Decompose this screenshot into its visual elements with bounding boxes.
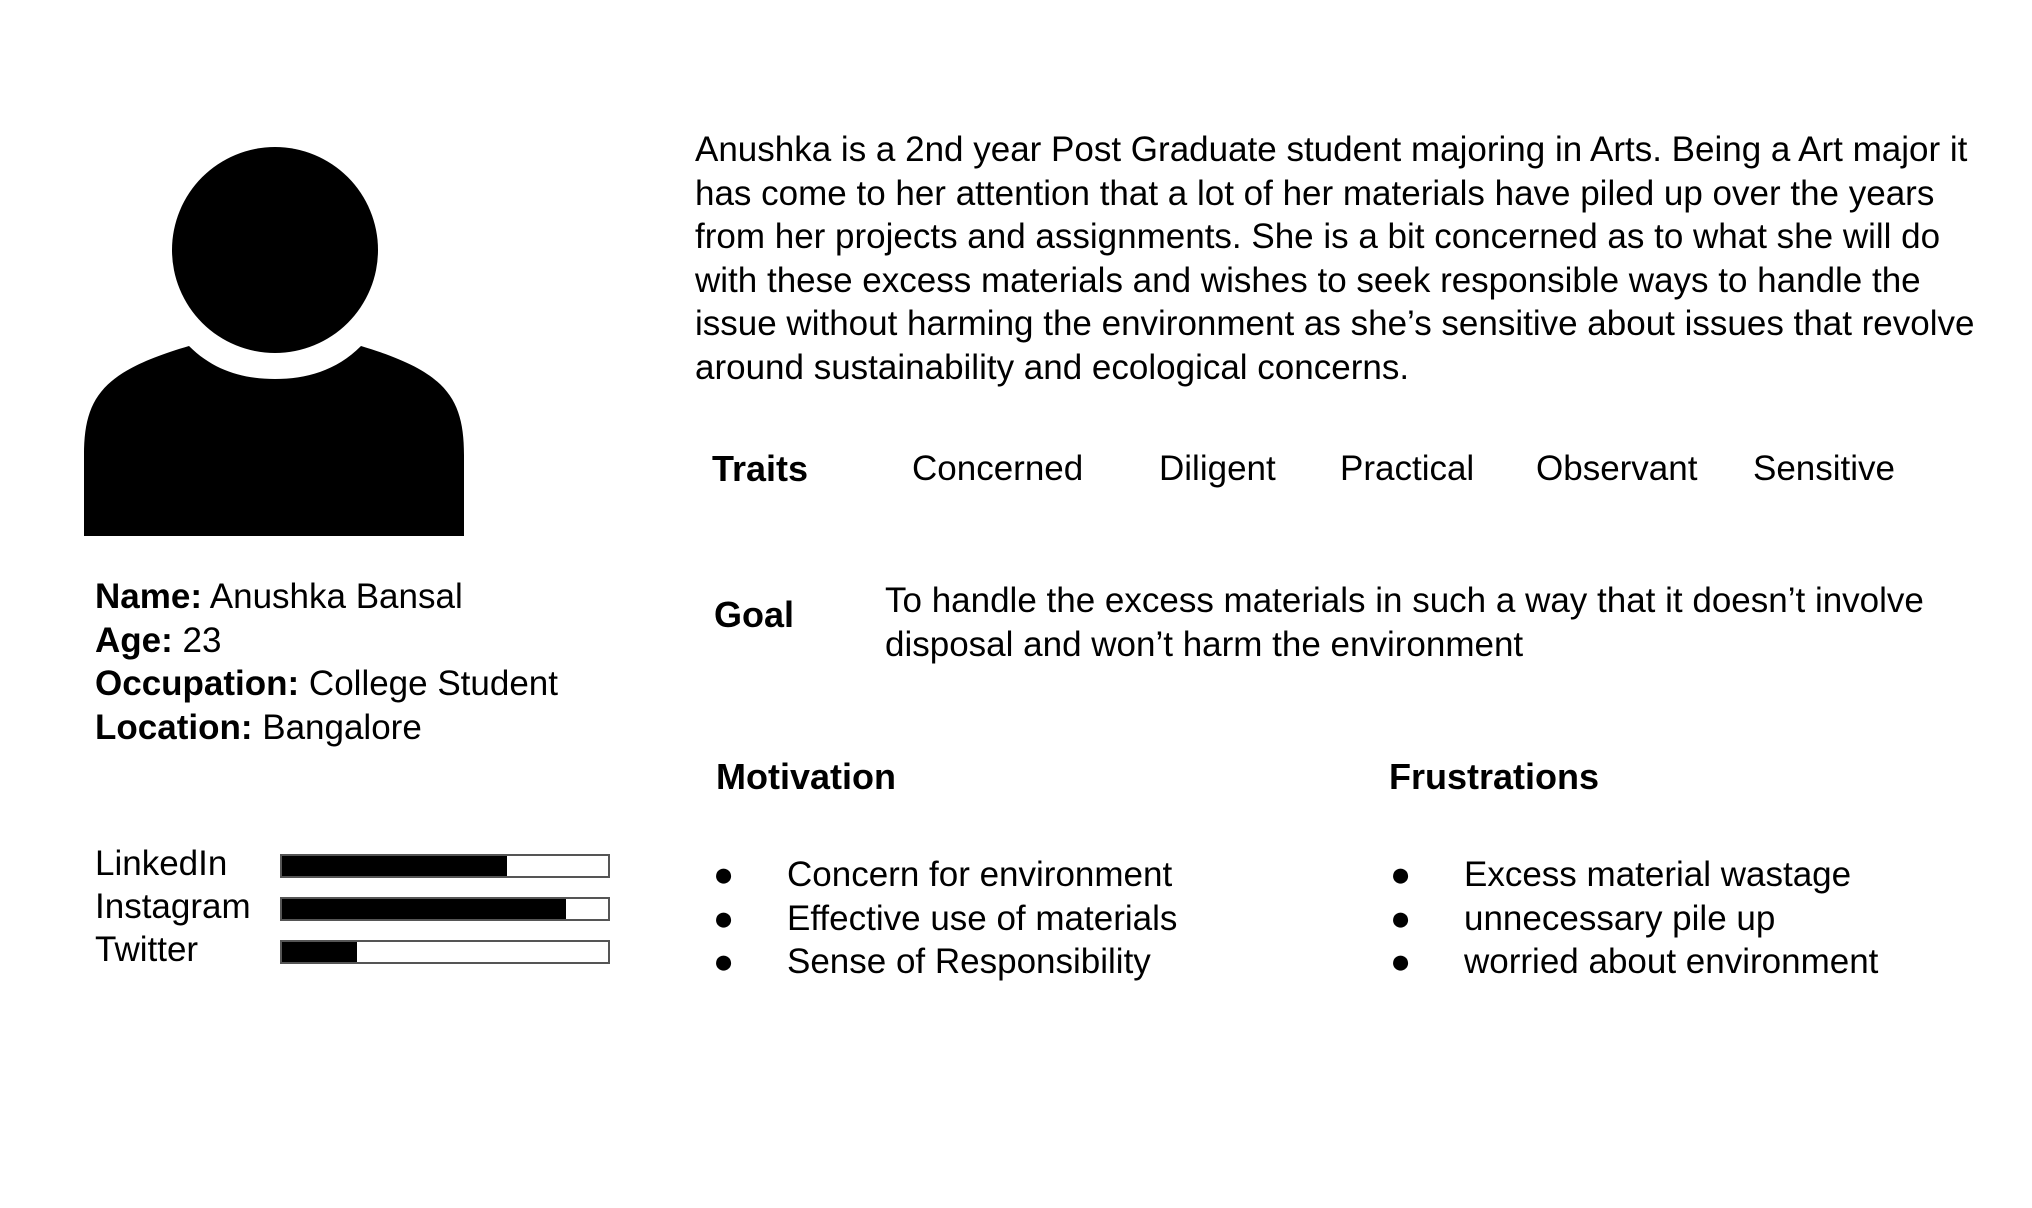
bullet-icon: ● bbox=[1390, 942, 1412, 981]
usage-bar-linkedin bbox=[280, 854, 610, 878]
motivation-list bbox=[713, 853, 1273, 984]
list-item bbox=[713, 940, 1273, 984]
age-label: Age: bbox=[95, 620, 173, 660]
usage-bar-instagram bbox=[280, 897, 610, 921]
age-row bbox=[95, 619, 558, 663]
motivation-item: Effective use of materials bbox=[787, 898, 1178, 938]
usage-bar-fill-twitter bbox=[282, 942, 357, 962]
usage-bar-twitter bbox=[280, 940, 610, 964]
frustration-item: worried about environment bbox=[1464, 942, 1879, 981]
bullet-icon: ● bbox=[713, 942, 735, 981]
goal-text: To handle the excess materials in such a way that it doesn’t involve disposal and won’t harm the environment bbox=[885, 581, 1924, 664]
usage-bar-fill-linkedin bbox=[282, 856, 507, 876]
location-label: Location: bbox=[95, 707, 253, 747]
location-row bbox=[95, 706, 558, 750]
frustration-item: Excess material wastage bbox=[1464, 855, 1852, 894]
age-value: 23 bbox=[182, 620, 222, 660]
location-value: Bangalore bbox=[262, 707, 422, 747]
social-label-instagram: Instagram bbox=[95, 887, 251, 926]
trait-item: Practical bbox=[1340, 449, 1475, 488]
name-row bbox=[95, 575, 558, 619]
social-label-twitter: Twitter bbox=[95, 930, 199, 969]
list-item bbox=[1390, 897, 1990, 941]
name-value: Anushka Bansal bbox=[209, 577, 463, 616]
bullet-icon: ● bbox=[713, 855, 735, 894]
motivation-item: Concern for environment bbox=[787, 855, 1173, 894]
frustration-item: unnecessary pile up bbox=[1464, 898, 1776, 938]
trait-item: Concerned bbox=[912, 449, 1084, 488]
list-item bbox=[713, 897, 1273, 941]
list-item bbox=[1390, 940, 1990, 984]
occupation-label: Occupation: bbox=[95, 664, 300, 703]
goal-label: Goal bbox=[714, 594, 795, 635]
bullet-icon: ● bbox=[1390, 855, 1412, 894]
bio-paragraph: Anushka is a 2nd year Post Graduate student majoring in Arts. Being a Art major it has come to her attention that a lot of her materials have piled up over the years from her projects and assignments. She is a bit concerned as to what she will do with these excess materials and wishes to seek responsible ways to handle the issue without harming the environment as she’s sensitive about issues that revolve around sustainability and ecological concerns. bbox=[695, 130, 1975, 387]
motivation-heading: Motivation bbox=[716, 756, 896, 797]
social-label-linkedin: LinkedIn bbox=[95, 844, 228, 883]
list-item bbox=[1390, 853, 1990, 897]
trait-item: Sensitive bbox=[1753, 449, 1896, 488]
list-item bbox=[713, 853, 1273, 897]
trait-item: Observant bbox=[1536, 449, 1698, 488]
frustrations-heading: Frustrations bbox=[1389, 756, 1600, 797]
motivation-item: Sense of Responsibility bbox=[787, 942, 1151, 981]
bullet-icon: ● bbox=[713, 898, 735, 938]
occupation-value: College Student bbox=[308, 664, 558, 703]
bullet-icon: ● bbox=[1390, 898, 1412, 938]
avatar-person-icon bbox=[84, 146, 464, 536]
usage-bar-fill-instagram bbox=[282, 899, 566, 919]
profile-details bbox=[95, 575, 558, 749]
traits-label: Traits bbox=[712, 448, 809, 489]
trait-item: Diligent bbox=[1159, 449, 1276, 488]
occupation-row bbox=[95, 662, 558, 706]
frustrations-list bbox=[1390, 853, 1990, 984]
name-label: Name: bbox=[95, 577, 202, 616]
